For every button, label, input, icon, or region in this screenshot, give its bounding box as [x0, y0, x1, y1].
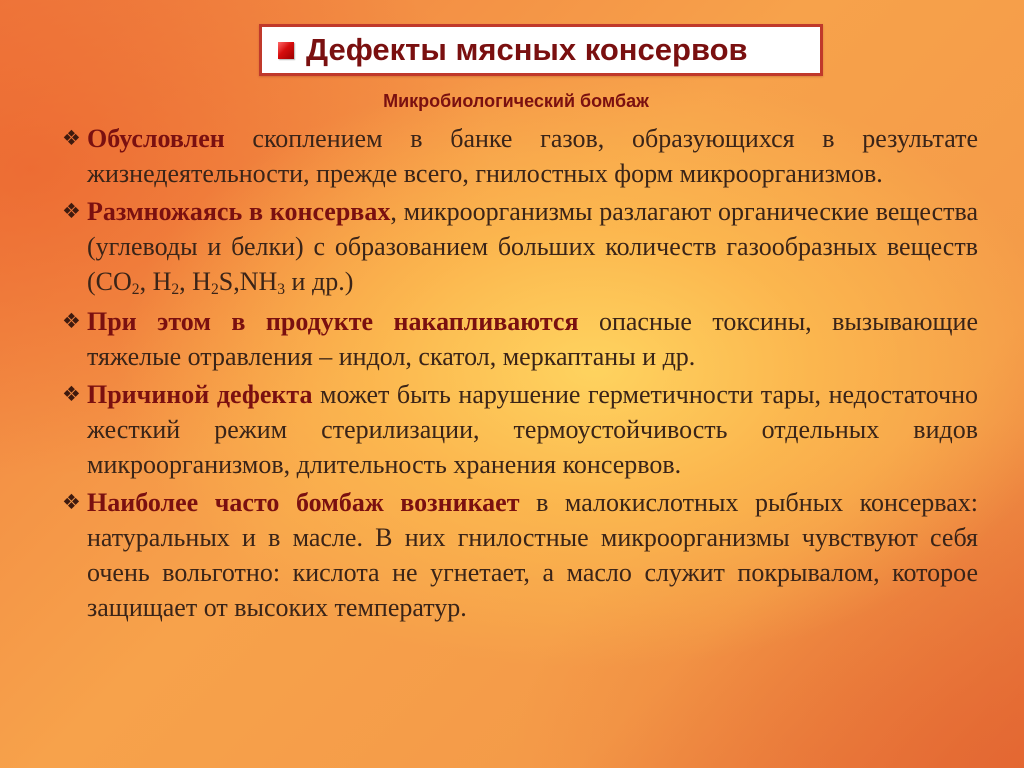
- bullet-text: [87, 304, 978, 374]
- subscript: 3: [277, 280, 286, 298]
- diamond-bullet-icon: ❖: [62, 490, 81, 514]
- bullet-body: S,NH: [218, 267, 278, 296]
- diamond-bullet-icon: ❖: [62, 126, 81, 150]
- bullet-text: [87, 377, 978, 482]
- bullet-body: , Н: [139, 267, 172, 296]
- bullet-list: [62, 121, 978, 628]
- diamond-bullet-icon: ❖: [62, 382, 81, 406]
- bullet-text: [87, 121, 978, 191]
- list-item: [62, 121, 978, 191]
- bullet-body: скоплением в банке газов, образующихся в результате жизнедеятельности, прежде всего, гнилостных форм микроорганизмов.: [87, 124, 978, 188]
- bullet-text: [87, 194, 978, 299]
- bullet-body: , Н: [179, 267, 211, 296]
- diamond-bullet-icon: ❖: [62, 309, 81, 333]
- bullet-body: может быть нарушение герметичности тары, недостаточно жесткий режим стерилизации, термоустойчивость отдельных видов микроорганизмов, длительность хранения консервов.: [87, 380, 978, 479]
- bullet-lead: Размножаясь в консервах: [87, 197, 391, 226]
- list-item: [62, 304, 978, 374]
- subscript: 2: [210, 280, 219, 298]
- list-item: [62, 377, 978, 482]
- bullet-body: в малокислотных рыбных консервах: натуральных и в масле. В них гнилостные микроорганизмы чувствуют себя очень вольготно: кислота не угнетает, а масло служит покрывалом, которое защищает от высоких температур.: [87, 488, 978, 622]
- bullet-body: и др.): [285, 267, 354, 296]
- bullet-lead: Причиной дефекта: [87, 380, 313, 409]
- subscript: 2: [171, 280, 180, 298]
- bullet-body: , микроорганизмы разлагают органические вещества (углеводы и белки) с образованием больших количеств газообразных веществ (СО: [87, 197, 978, 296]
- bullet-lead: При этом в продукте накапливаются: [87, 307, 579, 336]
- bullet-lead: Обусловлен: [87, 124, 225, 153]
- slide-title: Дефекты мясных консервов: [306, 32, 748, 67]
- bullet-body: опасные токсины, вызывающие тяжелые отравления – индол, скатол, меркаптаны и др.: [87, 307, 978, 371]
- diamond-bullet-icon: ❖: [62, 199, 81, 223]
- slide-title-box: [259, 24, 823, 76]
- subscript: 2: [131, 280, 140, 298]
- bullet-lead: Наиболее часто бомбаж возникает: [87, 488, 520, 517]
- list-item: [62, 485, 978, 625]
- bullet-text: [87, 485, 978, 625]
- slide-subtitle: Микробиологический бомбаж: [383, 91, 649, 111]
- list-item: [62, 194, 978, 299]
- red-square-bullet-icon: [278, 42, 294, 59]
